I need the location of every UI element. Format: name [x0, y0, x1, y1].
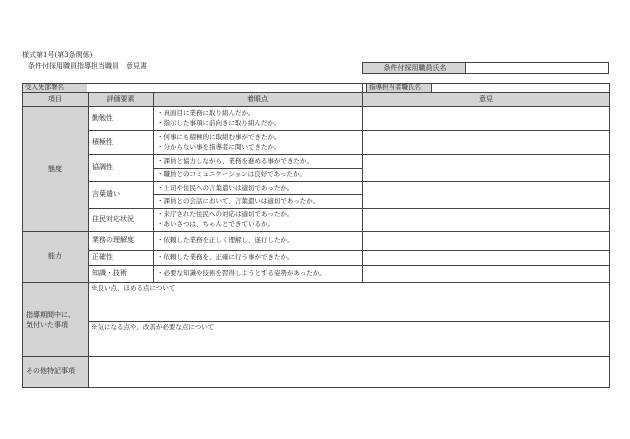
notice-bad-field[interactable] [89, 322, 610, 356]
opinion-cell[interactable] [363, 131, 610, 154]
element-label: 勤勉性 [92, 114, 113, 122]
other-remarks-field[interactable] [89, 357, 610, 388]
viewpoint-text: ・何事にも積極的に取組む事ができたか。 [157, 133, 281, 141]
dept-field[interactable] [88, 83, 362, 92]
viewpoint-text: ・指示した事項に前向きに取り組んだか。 [157, 119, 281, 127]
opinion-cell[interactable] [363, 209, 610, 231]
element-label: 知識・技術 [92, 269, 127, 277]
col-header-element: 評価要素 [106, 95, 135, 103]
viewpoint-text: ・分からない事を指導者に聞いてきたか。 [157, 143, 281, 151]
employee-name-field[interactable] [466, 62, 609, 74]
col-header-item: 項目 [48, 95, 62, 103]
notice-good-field[interactable] [89, 283, 610, 321]
notice-good-prompt: ※良い点、ほめる点について [91, 284, 176, 292]
viewpoint-text: ・依頼した業務を、正確に行う事ができたか。 [157, 253, 294, 261]
opinion-cell[interactable] [363, 232, 610, 250]
group-label-attitude: 態度 [48, 165, 62, 173]
viewpoint-text: ・職員とのコミュニケーションは良好であったか。 [157, 170, 307, 178]
element-label: 業務の理解度 [92, 236, 134, 244]
opinion-cell[interactable] [363, 107, 610, 130]
form-title: 条件付採用職員指導担当職員 意見書 [28, 62, 147, 70]
dept-label: 受入先部署名 [25, 83, 64, 91]
col-header-viewpoint: 着眼点 [247, 95, 268, 103]
element-label: 正確性 [92, 253, 113, 261]
notice-bad-prompt: ※気になる点や、改善が必要な点について [91, 323, 215, 331]
viewpoint-text: ・あいさつは、ちゃんとできているか。 [157, 220, 274, 228]
viewpoint-text: ・依頼した業務を正しく理解し、遂行したか。 [157, 236, 294, 244]
group-label-ability: 能力 [48, 252, 62, 260]
element-label: 住民対応状況 [92, 215, 134, 223]
supervisor-field[interactable] [431, 83, 610, 92]
viewpoint-text: ・課員との会話において、言葉遣いは適切であったか。 [157, 197, 320, 205]
viewpoint-text: ・必要な知識や技術を習得しようとする姿勢があったか。 [157, 269, 326, 277]
supervisor-label: 指導担当者職氏名 [369, 83, 421, 91]
element-label: 言葉遣い [92, 190, 120, 198]
viewpoint-text: ・課員と協力しながら、業務を進める事ができたか。 [157, 157, 313, 165]
element-label: 協調性 [92, 163, 113, 171]
notice-label-line2: 気付いた事項 [26, 321, 68, 329]
opinion-cell[interactable] [363, 155, 610, 181]
viewpoint-text: ・上司や住民への言葉遣いは適切であったか。 [157, 184, 294, 192]
opinion-cell[interactable] [363, 182, 610, 208]
opinion-cell[interactable] [363, 266, 610, 282]
element-label: 積極性 [92, 138, 113, 146]
col-header-opinion: 意見 [479, 95, 493, 103]
opinion-cell[interactable] [363, 251, 610, 265]
viewpoint-text: ・来庁された住民への対応は適切であったか。 [157, 210, 294, 218]
employee-name-label: 条件付採用職員氏名 [383, 64, 447, 72]
notice-label-line1: 指導期間中に、 [26, 311, 75, 319]
viewpoint-text: ・真面目に業務に取り組んだか。 [157, 109, 255, 117]
form-number: 様式第1号(第3条関係) [22, 51, 93, 59]
other-remarks-label: その他特記事項 [26, 367, 75, 375]
employee-name-label-cell [362, 62, 466, 74]
